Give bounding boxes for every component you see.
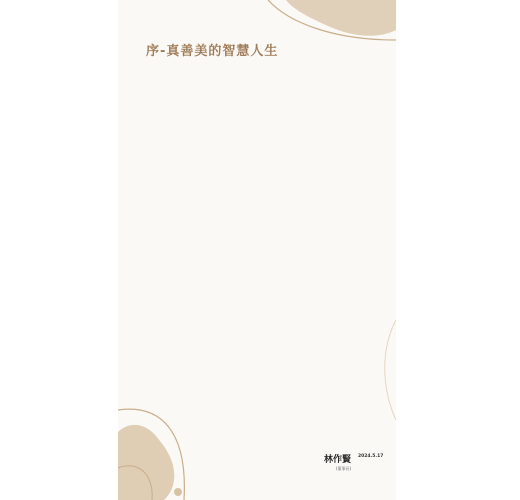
document-page: [118, 0, 396, 500]
mid-right-curve: [385, 320, 396, 420]
page-title: 序-真善美的智慧人生: [146, 44, 279, 59]
body-text: [146, 66, 368, 446]
bottom-dot: [174, 488, 182, 496]
top-right-blob: [286, 0, 396, 36]
signature-name: 林作賢: [324, 455, 352, 465]
paragraph: [146, 66, 368, 138]
signature-role: (董事長): [336, 466, 352, 471]
paragraph: [146, 238, 368, 337]
paragraph: [146, 152, 368, 224]
signature-date: 2024.5.17: [358, 454, 384, 459]
paragraph: [146, 351, 368, 405]
